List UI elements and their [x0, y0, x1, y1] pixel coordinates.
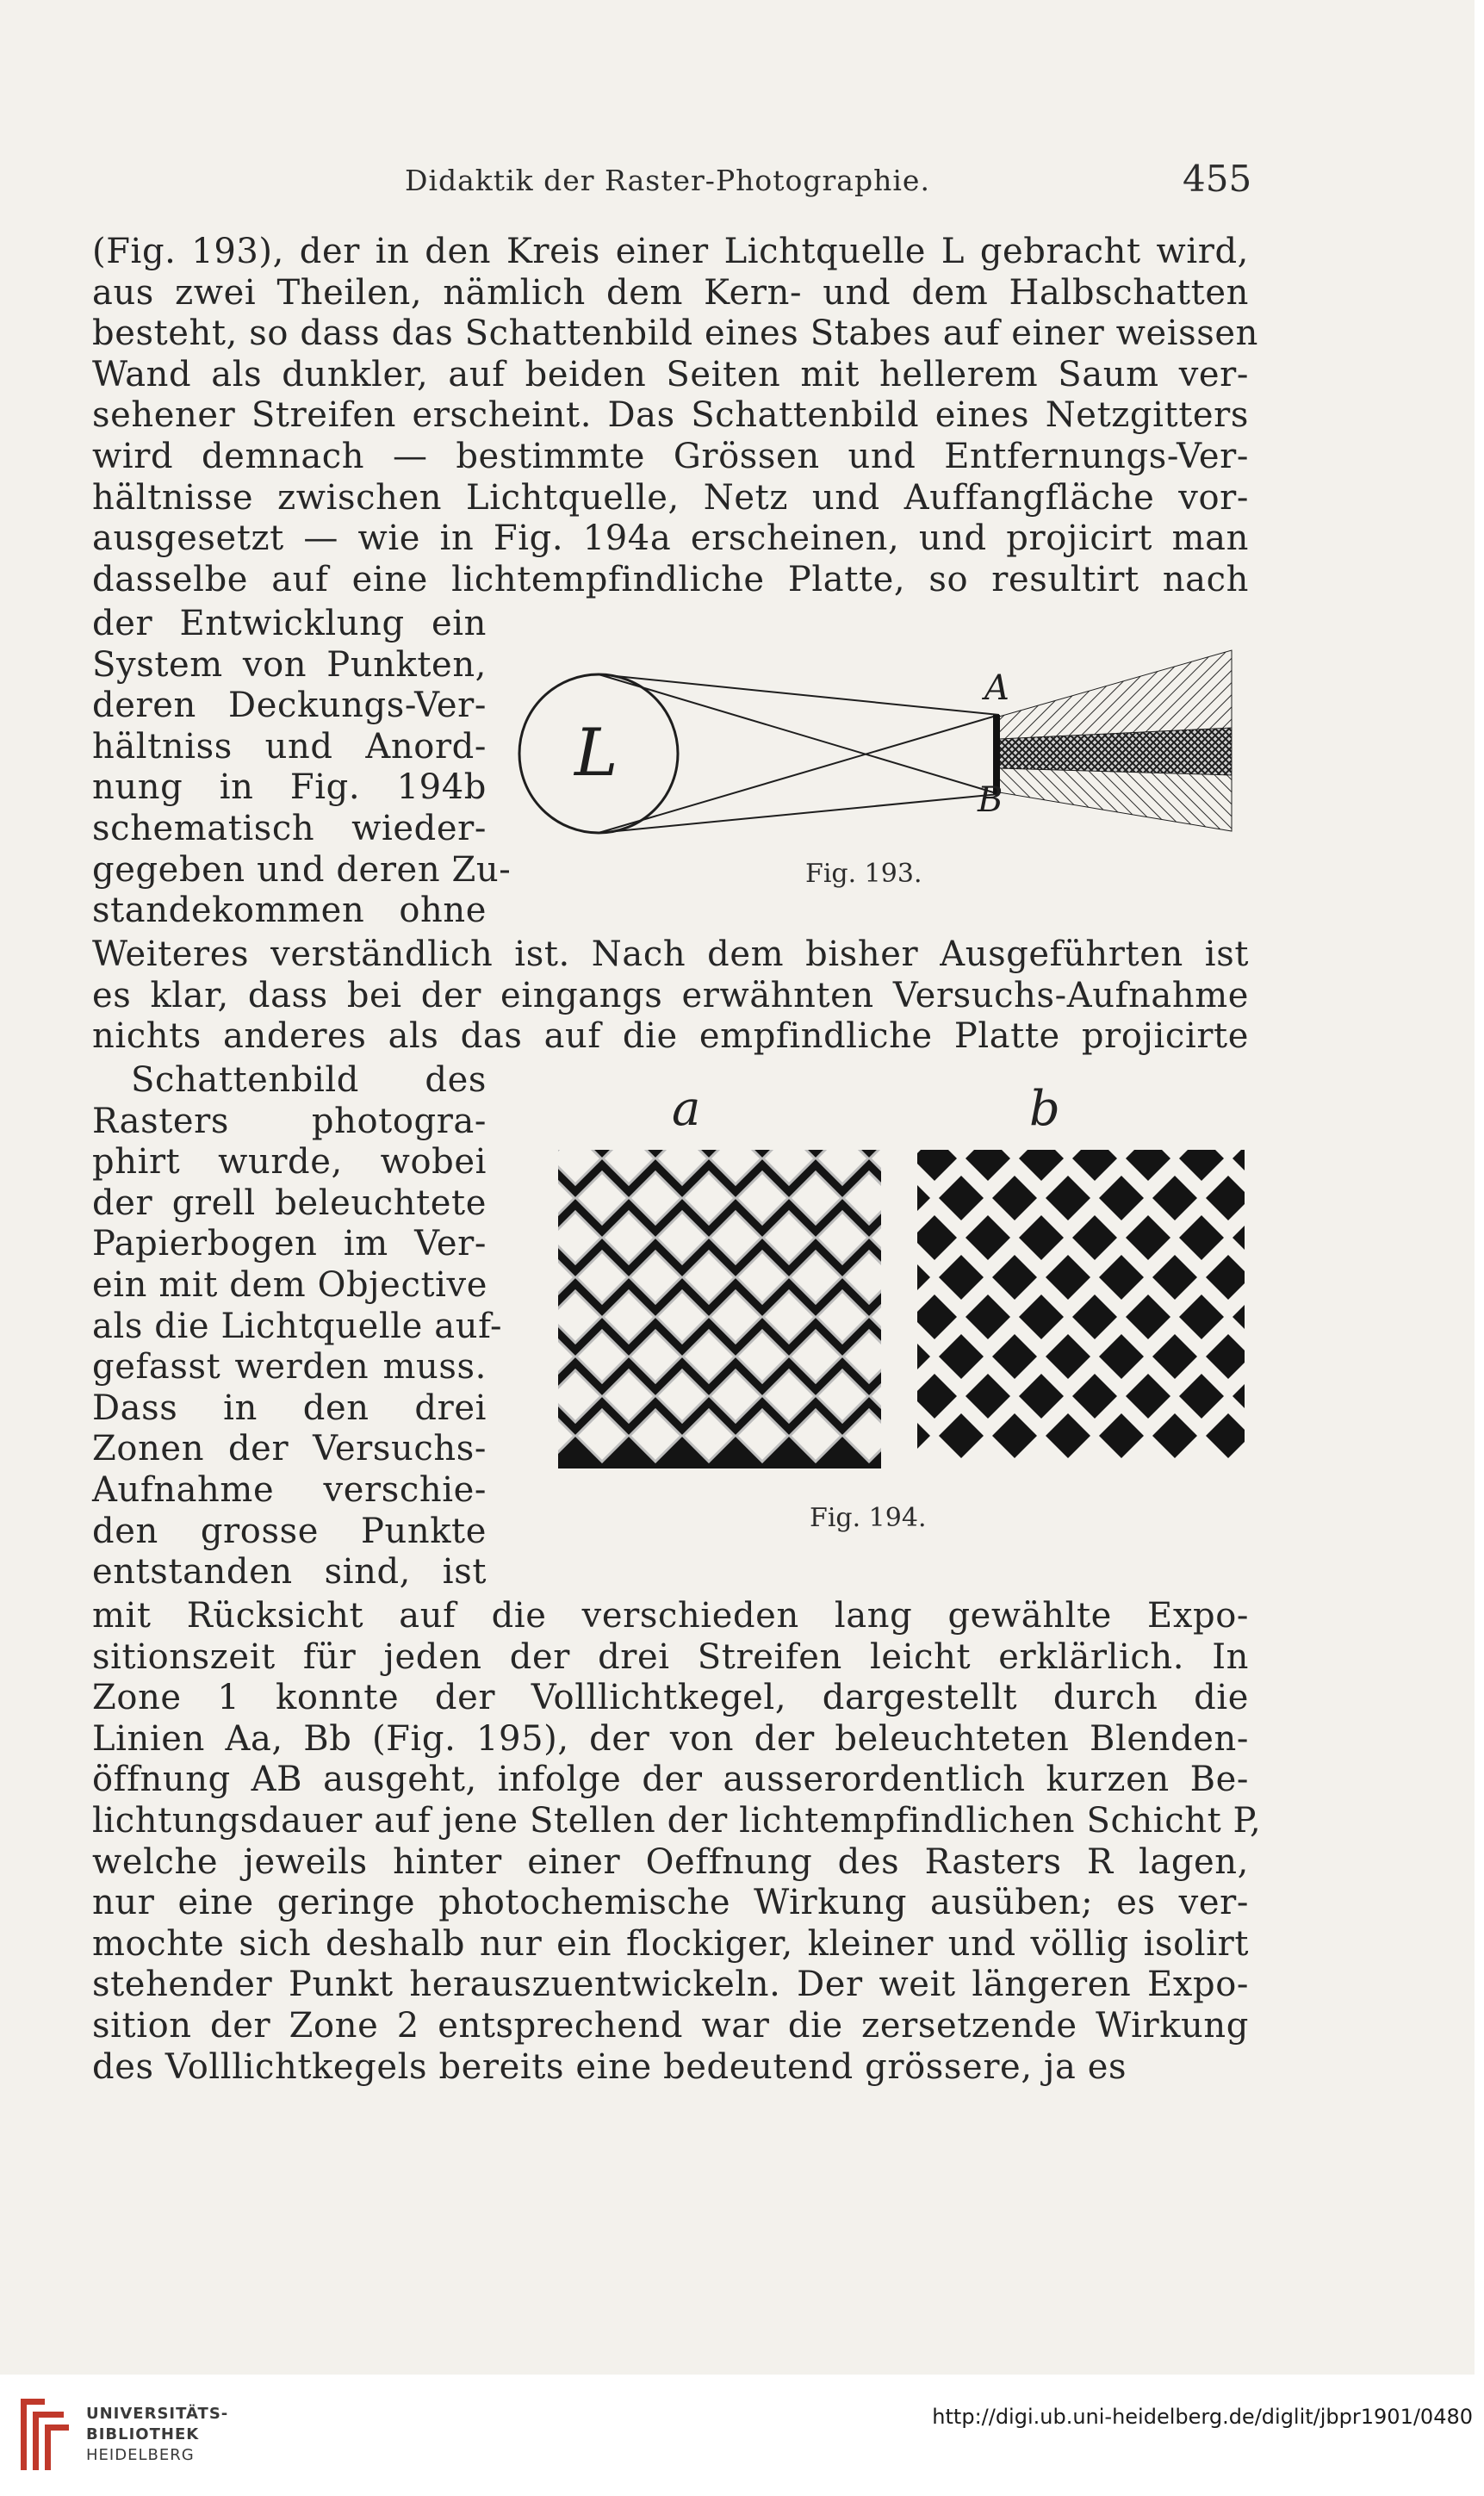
text-line: Rasters photogra- [92, 1101, 487, 1141]
text-line: schematisch wieder- [92, 809, 487, 848]
text-line: des Volllichtkegels bereits eine bedeutend grössere, ja es [92, 2046, 1127, 2087]
text-line: der Entwicklung ein [92, 604, 487, 643]
library-name-line-1: UNIVERSITÄTS- [86, 2405, 229, 2423]
text-line: öffnung AB ausgeht, infolge der ausserordentlich kurzen Be- [92, 1760, 1249, 1800]
figure-193-caption: Fig. 193. [805, 859, 922, 889]
text-line: nur eine geringe photochemische Wirkung ausüben; es ver- [92, 1883, 1249, 1923]
text-line: ein mit dem Objective [92, 1265, 487, 1305]
text-line: es klar, dass bei der eingangs erwähnten Versuchs-Aufnahme [92, 975, 1249, 1015]
text-line: sition der Zone 2 entsprechend war die zersetzende Wirkung [92, 2006, 1249, 2046]
text-line: Aufnahme verschie- [92, 1470, 487, 1510]
library-name-line-3: HEIDELBERG [86, 2446, 195, 2464]
page-number: 455 [1183, 158, 1252, 200]
text-line: hältnisse zwischen Lichtquelle, Netz und Auffangfläche vor- [92, 477, 1249, 518]
text-line: stehender Punkt herauszuentwickeln. Der weit längeren Expo- [92, 1965, 1249, 2005]
text-line: den grosse Punkte [92, 1511, 487, 1551]
text-line: Schattenbild des [131, 1060, 487, 1100]
text-line: der grell beleuchtete [92, 1183, 487, 1223]
text-line: Zone 1 konnte der Volllichtkegel, dargestellt durch die [92, 1678, 1249, 1718]
figure-194b-dot-pattern [917, 1150, 1245, 1468]
text-line: entstanden sind, ist [92, 1552, 487, 1593]
figure-194-caption: Fig. 194. [810, 1503, 927, 1533]
text-line: sehener Streifen erscheint. Das Schattenbild eines Netzgitters [92, 395, 1249, 436]
figure-193-label-L: L [574, 714, 618, 791]
library-name-line-2: BIBLIOTHEK [86, 2425, 200, 2443]
figure-194-label-a: a [672, 1081, 701, 1137]
footer-bar [0, 2375, 1484, 2496]
text-line: Weiteres verständlich ist. Nach dem bisher Ausgeführten ist [92, 934, 1249, 974]
figure-194-label-b: b [1029, 1081, 1060, 1137]
text-line: Zonen der Versuchs- [92, 1429, 487, 1469]
library-logo-icon [12, 2394, 74, 2476]
text-line: System von Punkten, [92, 644, 487, 685]
running-header: Didaktik der Raster-Photographie. [405, 164, 930, 197]
text-line: Wand als dunkler, auf beiden Seiten mit hellerem Saum ver- [92, 354, 1249, 394]
text-line: nung in Fig. 194b [92, 767, 487, 808]
text-line: nichts anderes als das auf die empfindliche Platte projicirte [92, 1016, 1249, 1057]
text-line: welche jeweils hinter einer Oeffnung des Rasters R lagen, [92, 1841, 1249, 1882]
text-line: wird demnach — bestimmte Grössen und Entfernungs-Ver- [92, 437, 1249, 476]
text-line: ausgesetzt — wie in Fig. 194a erscheinen, und projicirt man [92, 518, 1249, 559]
text-line: Papierbogen im Ver- [92, 1224, 487, 1264]
text-line: Linien Aa, Bb (Fig. 195), der von der beleuchteten Blenden- [92, 1718, 1249, 1759]
text-line: als die Lichtquelle auf- [92, 1306, 503, 1346]
text-line: besteht, so dass das Schattenbild eines Stabes auf einer weissen [92, 314, 1259, 354]
text-line: gegeben und deren Zu- [92, 849, 512, 890]
figure-193-label-A: A [984, 668, 1009, 708]
text-line: mit Rücksicht auf die verschieden lang gewählte Expo- [92, 1596, 1249, 1636]
text-line: Dass in den drei [92, 1388, 487, 1428]
text-line: (Fig. 193), der in den Kreis einer Lichtquelle L gebracht wird, [92, 232, 1249, 271]
text-line: gefasst werden muss. [92, 1347, 487, 1388]
text-line: mochte sich deshalb nur ein flockiger, kleiner und völlig isolirt [92, 1923, 1249, 1964]
figure-193-label-B: B [978, 780, 1003, 820]
text-line: aus zwei Theilen, nämlich dem Kern- und dem Halbschatten [92, 272, 1249, 313]
text-line: lichtungsdauer auf jene Stellen der lichtempfindlichen Schicht P, [92, 1801, 1262, 1841]
text-line: phirt wurde, wobei [92, 1142, 487, 1183]
figure-194a-grid-shadow [558, 1150, 881, 1468]
figure-193-shadow-diagram [512, 646, 1245, 861]
text-line: standekommen ohne [92, 891, 487, 931]
source-url-link[interactable]: http://digi.ub.uni-heidelberg.de/diglit/jbpr1901/0480 [932, 2405, 1473, 2429]
text-line: sitionszeit für jeden der drei Streifen leicht erklärlich. In [92, 1636, 1249, 1677]
text-line: hältniss und Anord- [92, 726, 487, 767]
text-line: deren Deckungs-Ver- [92, 686, 487, 726]
text-line: dasselbe auf eine lichtempfindliche Platte, so resultirt nach [92, 559, 1249, 599]
